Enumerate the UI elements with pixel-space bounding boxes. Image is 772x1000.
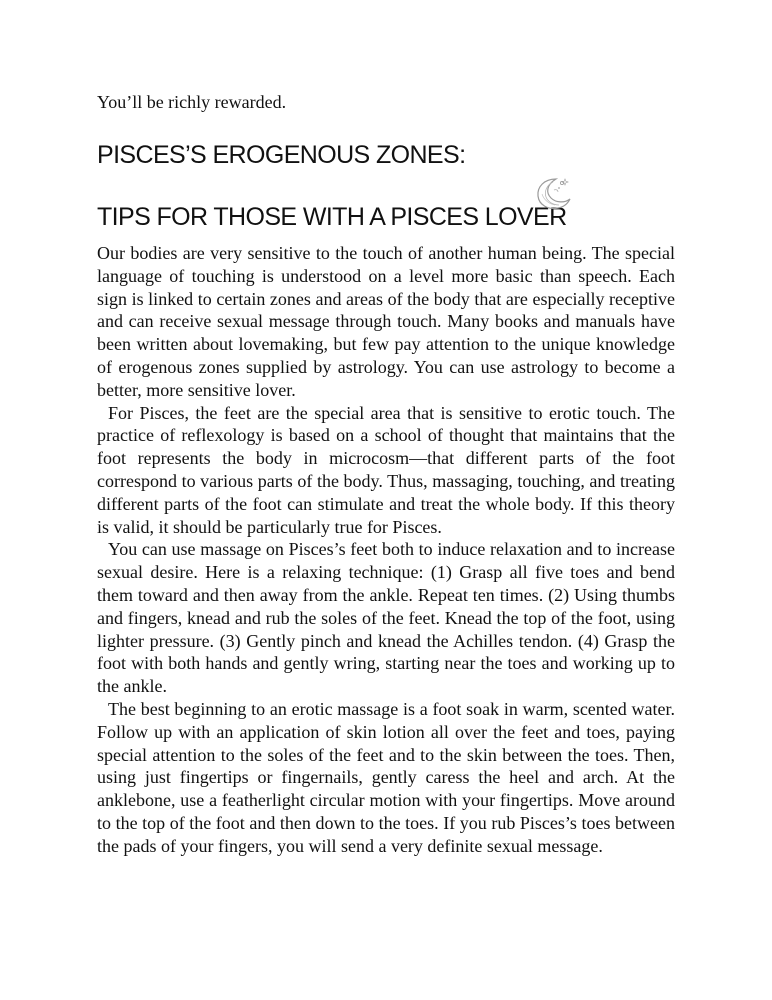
section-heading-tips: TIPS FOR THOSE WITH A PISCES LOVER <box>97 203 567 231</box>
paragraph-3: You can use massage on Pisces’s feet both to induce relaxation and to increase sexual desire. Here is a relaxing technique: (1) Grasp all five toes and bend them toward and then away from the ankle. Repeat ten times. (2) Using thumbs and fingers, knead and rub the soles of the feet. Knead the top of the foot, using lighter pressure. (3) Gently pinch and knead the Achilles tendon. (4) Grasp the foot with both hands and gently wring, starting near the toes and working up to the ankle. <box>97 539 675 697</box>
paragraph-4: The best beginning to an erotic massage is a foot soak in warm, scented water. Follow up with an application of skin lotion all over the feet and toes, paying special attention to the soles of the feet and to the skin between the toes. Then, using just fingertips or fingernails, gently caress the heel and arch. At the anklebone, use a featherlight circular motion with your fingertips. Move around to the top of the foot and then down to the toes. If you rub Pisces’s toes between the pads of your fingers, you will send a very definite sexual message. <box>97 698 675 856</box>
section-heading-erogenous-zones: PISCES’S EROGENOUS ZONES: <box>97 141 466 169</box>
paragraph-1: Our bodies are very sensitive to the touch of another human being. The special language of touching is understood on a level more basic than speech. Each sign is linked to certain zones and areas of the body that are especially receptive and can receive sexual message through touch. Many books and manuals have been written about lovemaking, but few pay attention to the unique knowledge of erogenous zones supplied by astrology. You can use astrology to become a better, more sensitive lover. <box>97 243 675 400</box>
body-text <box>97 242 675 858</box>
paragraph-2: For Pisces, the feet are the special area that is sensitive to erotic touch. The practice of reflexology is based on a school of thought that maintains that the foot represents the body in microcosm—that different parts of the foot correspond to various parts of the body. Thus, massaging, touching, and treating different parts of the foot can stimulate and treat the whole body. If this theory is valid, it should be particularly true for Pisces. <box>97 402 675 537</box>
lead-line: You’ll be richly rewarded. <box>97 92 287 112</box>
crescent-moon-icon <box>534 176 574 212</box>
